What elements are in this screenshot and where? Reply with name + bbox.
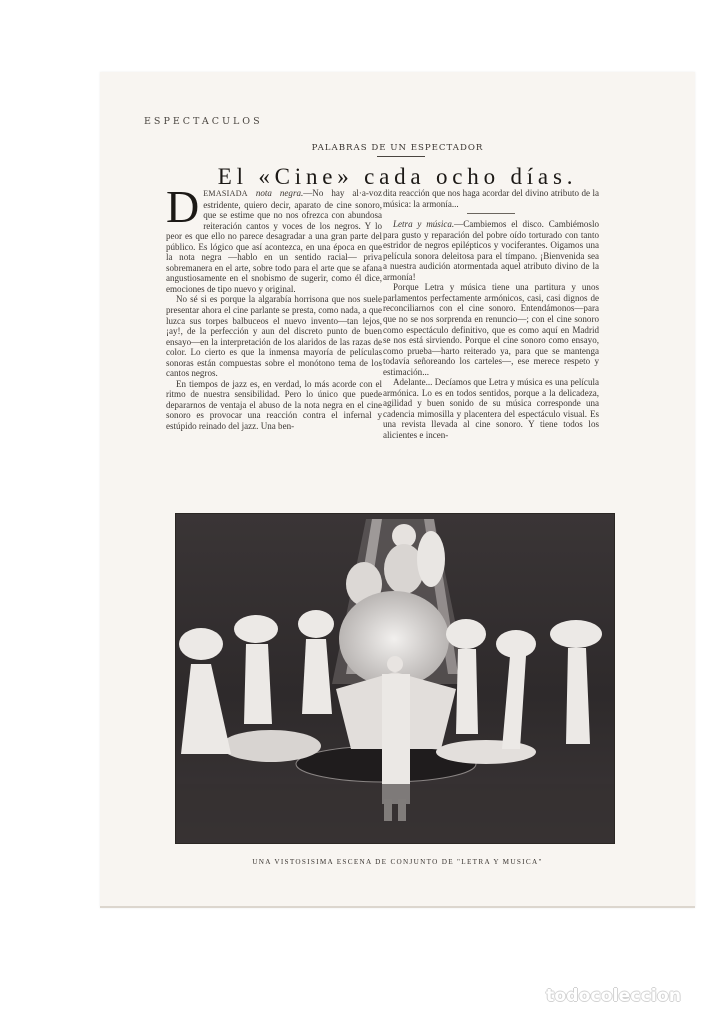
paragraph: Adelante... Decíamos que Letra y música es una película armónica. Lo es en todos sentidos, porque a la delicadeza, agilidad y buen sonido de su música corresponde una cadencia mimosilla y placentera del espectáculo visual. Es una revista llevada al cine sonoro. Y tiene todos los alicientes e incen- [383,377,599,441]
magazine-page [100,72,695,908]
paragraph: Porque Letra y música tiene una partitura y unos parlamentos perfectamente armónicos, casi, casi dignos de reconciliarnos con el cine sonoro. Entendámonos—para que no se nos sorprenda en renuncio—; con el cine sonoro como espectáculo definitivo, que es como aquí en Madrid se nos está sirviendo. Porque el cine sonoro como ensayo, como prueba—harto reiterado ya, para que se mantenga todavía señoreando los carteles—, ese merece respeto y estimación... [383,282,599,377]
column-right [383,188,599,441]
kicker-rule [377,156,425,157]
paragraph-divider [467,213,515,214]
lead-text: —No hay al·a-voz estridente, quiero decir, aparato de cine sonoro, que se estime que no nos ofrezca con abundosa reiteración cantos y voces de los negros. Y lo peor es que ello no parece desagradar a una gran parte del público. Es lógico que así acontezca, en una época en que la nota negra —hablo en un sentido racial— priva sobremanera en el arte, sobre todo para el arte que se afana angustiosamente en el snobismo de sugerir, como él dice, emociones de tipo nuevo y original. [166,188,382,294]
column-left [166,181,382,432]
subhead-italic: Letra y música. [393,219,455,230]
photo-caption: UNA VISTOSISIMA ESCENA DE CONJUNTO DE "LETRA Y MUSICA" [252,858,543,866]
kicker: PALABRAS DE UN ESPECTADOR [311,143,484,153]
lead-italic: nota negra. [255,188,304,198]
paragraph [383,219,599,282]
paragraph: En tiempos de jazz es, en verdad, lo más acorde con el ritmo de nuestra sensibilidad. Pero lo único que puede depararnos de ventaja el abuso de la nota negra en el cine sonoro es provocar una reacción contra el infernal y estúpido reinado del jazz. Una ben- [166,378,382,432]
paragraph [166,181,382,294]
paragraph: dita reacción que nos haga acordar del divino atributo de la música: la armonía... [383,188,599,209]
paragraph-text: —Cambiemos el disco. Cambiémoslo para gusto y reparación del pobre oído torturado con tanto estridor de negros epilépticos y vociferantes. Oigamos una película sonora deleitosa para el tímpano. ¡Bienvenida sea a nuestra audición atormentada aquel atributo divino de la armonía! [383,219,599,282]
section-header: ESPECTACULOS [144,116,263,127]
drop-cap: D [166,181,200,232]
stage-photo [175,513,615,844]
article-title: El «Cine» cada ocho días. [217,164,578,189]
lead-smallcaps: EMASIADA [203,189,248,198]
paragraph: No sé si es porque la algarabía horrisona que nos suele presentar ahora el cine parlante se presta, como nada, a que luzca sus torpes balbuceos el nuevo invento—tan lejos, ¡ay!, de la perfección y aun del discreto punto de buen ensayo—en la interpretación de los alaridos de las razas de color. Lo cierto es que la inmensa mayoría de películas sonoras están compuestas sobre el monótono tema de los cantos negros. [166,294,382,379]
watermark-logo: todocoleccion [546,986,682,1006]
photo-illustration [176,514,614,843]
